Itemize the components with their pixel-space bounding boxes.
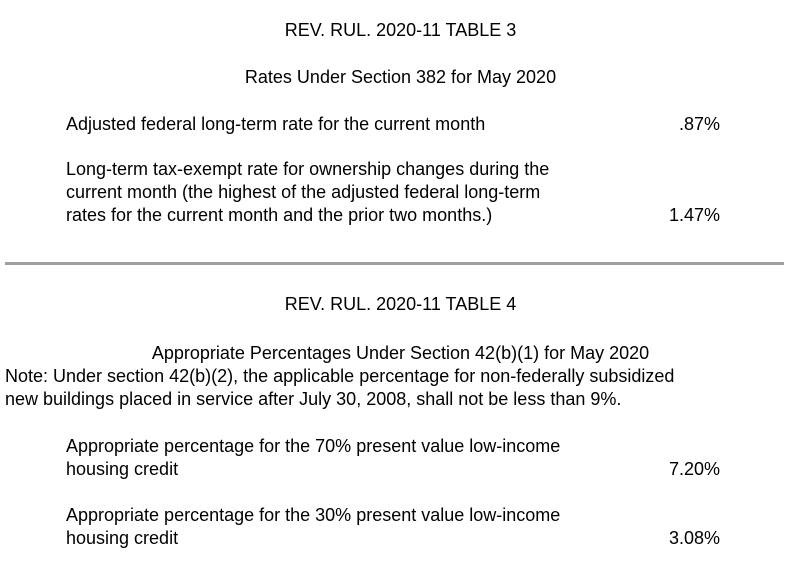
table4-row2-value: 3.08% [668,528,720,548]
table3-row1-value: .87% [678,114,720,134]
table4-row1-label-line2: housing credit [66,459,179,479]
table4-row2-label-line1: Appropriate percentage for the 30% present value low-income [66,505,561,525]
table3-title: REV. RUL. 2020-11 TABLE 3 [284,20,517,40]
table3-row2-value: 1.47% [668,205,720,225]
table4-row1-label-line1: Appropriate percentage for the 70% present value low-income [66,436,561,456]
section-divider [5,262,784,265]
table3-row2-label-line2: current month (the highest of the adjusted federal long-term [66,182,541,202]
table4-title: REV. RUL. 2020-11 TABLE 4 [284,294,517,314]
table4-row2-label-line2: housing credit [66,528,179,548]
table4-note-line1: Note: Under section 42(b)(2), the applicable percentage for non-federally subsidized [5,366,675,386]
table4-note-line2: new buildings placed in service after July 30, 2008, shall not be less than 9%. [5,389,622,409]
table3-row1-label: Adjusted federal long-term rate for the current month [66,114,486,134]
table3-row2-label-line1: Long-term tax-exempt rate for ownership changes during the [66,159,550,179]
table4-subtitle: Appropriate Percentages Under Section 42(b)(1) for May 2020 [151,343,650,363]
table3-row2-label-line3: rates for the current month and the prior two months.) [66,205,493,225]
table3-subtitle: Rates Under Section 382 for May 2020 [244,67,557,87]
table4-row1-value: 7.20% [668,459,720,479]
